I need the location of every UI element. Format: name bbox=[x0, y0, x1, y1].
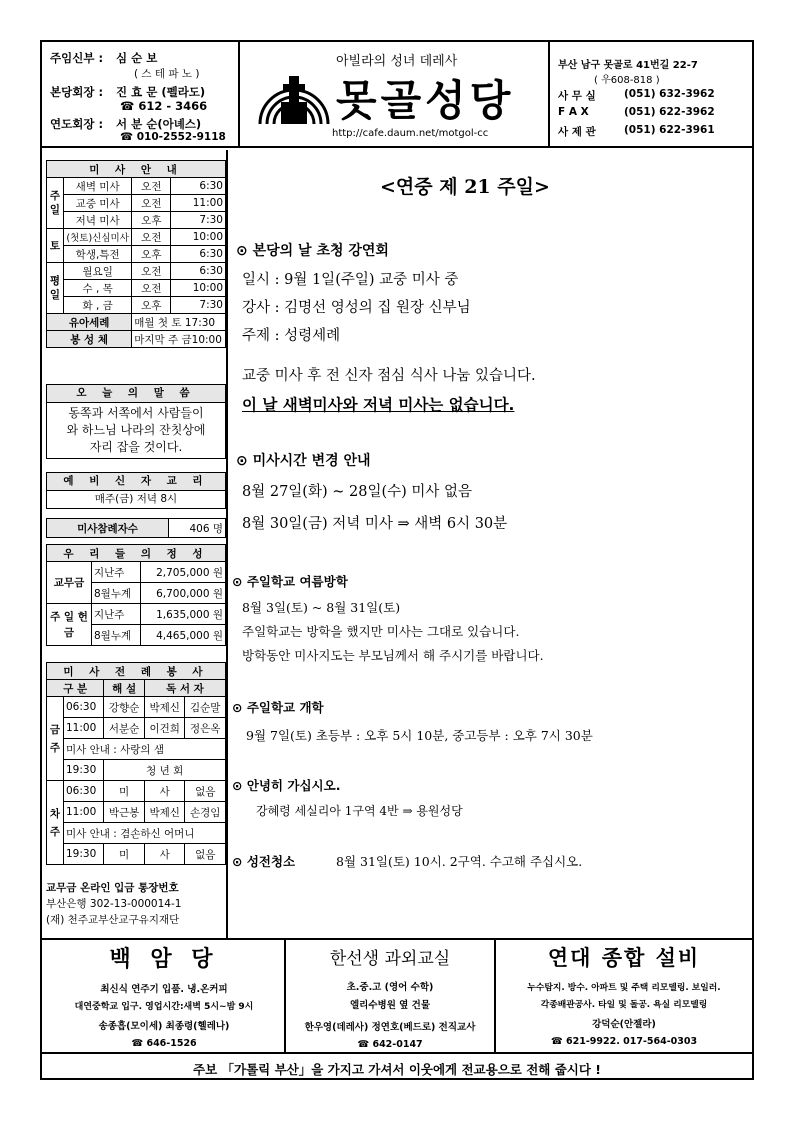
section-line: 8월 30일(금) 저녁 미사 ⇒ 새벽 6시 30분 bbox=[242, 516, 508, 532]
this-week-guide: 미사 안내 : 사랑의 샘 bbox=[64, 739, 226, 760]
office-label: 사 무 실 bbox=[558, 90, 596, 102]
today-word-text bbox=[47, 403, 225, 458]
service-time: 06:30 bbox=[64, 697, 104, 718]
church-name: 못골성당 bbox=[336, 76, 515, 125]
attendance-label: 미사참례자수 bbox=[47, 519, 169, 538]
service-person: 미 bbox=[104, 781, 145, 802]
mass-time: 10:00 bbox=[171, 280, 226, 297]
council-label: 본당회장 : bbox=[50, 85, 104, 99]
ad-line: 대연중학교 입구. 영업시간:새벽 5시~밤 9시 bbox=[74, 1002, 254, 1012]
catechumen-time: 매주(금) 저녁 8시 bbox=[94, 493, 178, 505]
mass-name: 화 , 금 bbox=[64, 297, 132, 314]
mass-name: 월요일 bbox=[64, 263, 132, 280]
mass-ampm: 오후 bbox=[132, 297, 171, 314]
liturgy-service-table bbox=[46, 662, 226, 865]
ad-title: 연대 종합 설비 bbox=[547, 946, 701, 970]
service-person: 박제신 bbox=[144, 697, 185, 718]
ad-phone: ☎ 646-1526 bbox=[131, 1038, 197, 1049]
section-title: ⊙ 주일학교 개학 bbox=[232, 700, 324, 715]
catechumen-box bbox=[46, 472, 226, 509]
service-time: 19:30 bbox=[64, 844, 104, 865]
service-person: 없음 bbox=[185, 781, 226, 802]
ad-line: 초.중.고 (영어 수학) bbox=[346, 982, 434, 993]
ad-title: 한선생 과외교실 bbox=[329, 949, 451, 969]
mass-time: 10:00 bbox=[171, 229, 226, 246]
footer-message: 주보 「가톨릭 부산」을 가지고 가셔서 이웃에게 전교용으로 전해 줍시다 ! bbox=[193, 1062, 601, 1077]
service-head-reader: 독 서 자 bbox=[144, 680, 225, 697]
pastor-baptismal: ( 스 테 파 노 ) bbox=[134, 68, 200, 80]
rectory-label: 사 제 관 bbox=[558, 126, 596, 138]
section-line: 주일학교는 방학을 했지만 미사는 그대로 있습니다. bbox=[242, 624, 520, 639]
ad-line: 강덕순(안젤라) bbox=[592, 1019, 656, 1030]
service-title: 미 사 전 례 봉 사 bbox=[47, 663, 226, 680]
today-word-line: 자리 잡을 것이다. bbox=[89, 440, 183, 454]
today-word-line: 와 하느님 나라의 잔칫상에 bbox=[66, 423, 206, 437]
attendance-table bbox=[46, 518, 226, 538]
mass-time: 6:30 bbox=[171, 178, 226, 195]
section-title: ⊙ 미사시간 변경 안내 bbox=[236, 453, 371, 469]
ad-line: 누수탐지. 방수. 아파트 및 주택 리모델링. 보일러. bbox=[527, 983, 721, 993]
mass-ampm: 오전 bbox=[132, 195, 171, 212]
council-name: 진 효 문 (펠라도) bbox=[116, 85, 206, 99]
service-person: 정은옥 bbox=[185, 718, 226, 739]
service-person: 서분순 bbox=[104, 718, 145, 739]
service-person: 없음 bbox=[185, 844, 226, 865]
ad-line: 최신식 연주기 입품. 냉.온커피 bbox=[100, 984, 228, 995]
this-week-label: 금주 bbox=[47, 697, 64, 781]
this-week-evening-group: 청 년 회 bbox=[104, 760, 226, 781]
mass-time: 7:30 bbox=[171, 297, 226, 314]
ad-line: 한우영(데레사) 정연호(베드로) 전직교사 bbox=[304, 1022, 476, 1033]
service-person: 사 bbox=[144, 844, 185, 865]
today-word-line: 동쪽과 서쪽에서 사람들이 bbox=[68, 406, 204, 420]
section-title: ⊙ 주일학교 여름방학 bbox=[232, 574, 348, 589]
ad-line: 송종흡(모이세) 최종령(헬레나) bbox=[98, 1021, 230, 1032]
service-person: 박근봉 bbox=[104, 802, 145, 823]
infant-baptism-value: 매월 첫 토 17:30 bbox=[132, 314, 226, 331]
page-title: <연중 제 21 주일> bbox=[380, 176, 550, 198]
bank-info bbox=[46, 880, 226, 928]
mass-ampm: 오전 bbox=[132, 263, 171, 280]
ad-phone: ☎ 642-0147 bbox=[357, 1039, 423, 1050]
ad-title: 백 암 당 bbox=[109, 946, 219, 972]
service-person: 김순말 bbox=[185, 697, 226, 718]
ad-plumbing bbox=[496, 940, 752, 1054]
service-person: 미 bbox=[104, 844, 145, 865]
offering-period: 8월누계 bbox=[92, 625, 141, 646]
offering-label: 교무금 bbox=[47, 562, 92, 604]
section-line: 주제 : 성령세례 bbox=[242, 328, 341, 344]
offering-period: 8월누계 bbox=[92, 583, 141, 604]
address: 부산 남구 못골로 41번길 22-7 bbox=[558, 60, 698, 71]
mass-time: 6:30 bbox=[171, 246, 226, 263]
infant-baptism-label: 유아세례 bbox=[47, 314, 132, 331]
offering-amount: 6,700,000 원 bbox=[141, 583, 226, 604]
mass-schedule-title: 미 사 안 내 bbox=[47, 161, 226, 178]
union-phone: ☎ 010-2552-9118 bbox=[120, 131, 226, 143]
mass-name: (첫토)신심미사 bbox=[64, 229, 132, 246]
today-word-title: 오 늘 의 말 씀 bbox=[47, 385, 225, 403]
mass-name: 교중 미사 bbox=[64, 195, 132, 212]
catechumen-title: 예 비 신 자 교 리 bbox=[47, 473, 225, 491]
offering-amount: 4,465,000 원 bbox=[141, 625, 226, 646]
next-week-guide: 미사 안내 : 겸손하신 어머니 bbox=[64, 823, 226, 844]
mass-name: 새벽 미사 bbox=[64, 178, 132, 195]
section-notice: 이 날 새벽미사와 저녁 미사는 없습니다. bbox=[242, 396, 515, 414]
mass-time: 6:30 bbox=[171, 263, 226, 280]
service-time: 11:00 bbox=[64, 802, 104, 823]
sunday-label: 주일 bbox=[47, 178, 64, 229]
sidebar bbox=[42, 150, 228, 938]
bank-title: 교무금 온라인 입금 통장번호 bbox=[46, 882, 179, 894]
service-person: 강향순 bbox=[104, 697, 145, 718]
mass-ampm: 오후 bbox=[132, 246, 171, 263]
section-title: ⊙ 본당의 날 초청 강연회 bbox=[236, 243, 389, 259]
section-line: 일시 : 9월 1일(주일) 교중 미사 중 bbox=[242, 272, 459, 288]
patron-saint: 아빌라의 성녀 데레사 bbox=[336, 54, 458, 69]
service-time: 06:30 bbox=[64, 781, 104, 802]
mass-name: 저녁 미사 bbox=[64, 212, 132, 229]
service-person: 박제신 bbox=[144, 802, 185, 823]
attendance-value: 406 명 bbox=[169, 519, 226, 538]
communion-value: 마지막 주 금10:00 bbox=[132, 331, 226, 348]
section-line: 강사 : 김명선 영성의 집 원장 신부님 bbox=[242, 300, 471, 316]
fax-phone: (051) 622-3962 bbox=[624, 106, 715, 118]
ad-phone: ☎ 621-9922. 017-564-0303 bbox=[550, 1036, 698, 1047]
mass-name: 수 , 목 bbox=[64, 280, 132, 297]
service-time: 11:00 bbox=[64, 718, 104, 739]
saturday-label: 토 bbox=[47, 229, 64, 263]
union-name: 서 분 순(아녜스) bbox=[116, 117, 202, 131]
offering-label: 주 일 헌 금 bbox=[47, 604, 92, 646]
offering-title: 우 리 들 의 정 성 bbox=[47, 545, 226, 562]
today-word-box bbox=[46, 384, 226, 459]
offering-table bbox=[46, 544, 226, 646]
section-line: 9월 7일(토) 초등부 : 오후 5시 10분, 중고등부 : 오후 7시 30분 bbox=[246, 728, 593, 743]
section-line: 8월 31일(토) 10시. 2구역. 수고해 주십시오. bbox=[336, 854, 583, 869]
mass-ampm: 오전 bbox=[132, 229, 171, 246]
offering-period: 지난주 bbox=[92, 604, 141, 625]
bank-number: 부산은행 302-13-000014-1 bbox=[46, 898, 182, 910]
section-line: 8월 3일(토) ~ 8월 31일(토) bbox=[242, 600, 401, 615]
mass-ampm: 오전 bbox=[132, 178, 171, 195]
church-url[interactable]: http://cafe.daum.net/motgol-cc bbox=[332, 128, 489, 139]
council-phone: ☎ 612 - 3466 bbox=[120, 99, 208, 113]
mass-time: 11:00 bbox=[171, 195, 226, 212]
next-week-label: 차주 bbox=[47, 781, 64, 865]
fax-label: F A X bbox=[558, 106, 589, 118]
offering-amount: 1,635,000 원 bbox=[141, 604, 226, 625]
service-person: 이건희 bbox=[144, 718, 185, 739]
service-head-division: 구 분 bbox=[47, 680, 104, 697]
pastor-label: 주임신부 : bbox=[50, 51, 104, 65]
mass-schedule-table bbox=[46, 160, 226, 348]
pastor-name: 심 순 보 bbox=[116, 51, 158, 65]
section-line: 강혜령 세실리아 1구역 4반 ⇒ 용원성당 bbox=[256, 804, 463, 818]
section-line: 교중 미사 후 전 신자 점심 식사 나눔 있습니다. bbox=[242, 368, 536, 384]
section-title: ⊙ 안녕히 가십시오. bbox=[232, 778, 341, 793]
service-person: 손경임 bbox=[185, 802, 226, 823]
weekday-label: 평일 bbox=[47, 263, 64, 314]
header-divider bbox=[42, 42, 752, 148]
section-line: 8월 27일(화) ~ 28일(수) 미사 없음 bbox=[242, 484, 473, 500]
mass-ampm: 오전 bbox=[132, 280, 171, 297]
mass-name: 학생,특전 bbox=[64, 246, 132, 263]
section-title: ⊙ 성전청소 bbox=[232, 854, 296, 869]
service-head-commentator: 해 설 bbox=[104, 680, 145, 697]
mass-time: 7:30 bbox=[171, 212, 226, 229]
bank-owner: (재) 천주교부산교구유지재단 bbox=[46, 914, 180, 926]
ad-baekamdang bbox=[44, 940, 284, 1054]
postcode: ( 우608-818 ) bbox=[594, 75, 660, 86]
mass-ampm: 오후 bbox=[132, 212, 171, 229]
ad-line: 각종배관공사. 타일 및 돌공. 욕실 리모델링 bbox=[540, 1000, 708, 1010]
ad-tutoring bbox=[286, 940, 494, 1054]
service-time: 19:30 bbox=[64, 760, 104, 781]
office-phone: (051) 632-3962 bbox=[624, 88, 715, 100]
offering-period: 지난주 bbox=[92, 562, 141, 583]
communion-label: 봉 성 체 bbox=[47, 331, 132, 348]
union-label: 연도회장 : bbox=[50, 117, 104, 131]
section-line: 방학동안 미사지도는 부모님께서 해 주시기를 바랍니다. bbox=[242, 648, 544, 663]
ad-line: 엘리수병원 옆 건물 bbox=[349, 1000, 431, 1011]
offering-amount: 2,705,000 원 bbox=[141, 562, 226, 583]
rectory-phone: (051) 622-3961 bbox=[624, 124, 715, 136]
service-person: 사 bbox=[144, 781, 185, 802]
